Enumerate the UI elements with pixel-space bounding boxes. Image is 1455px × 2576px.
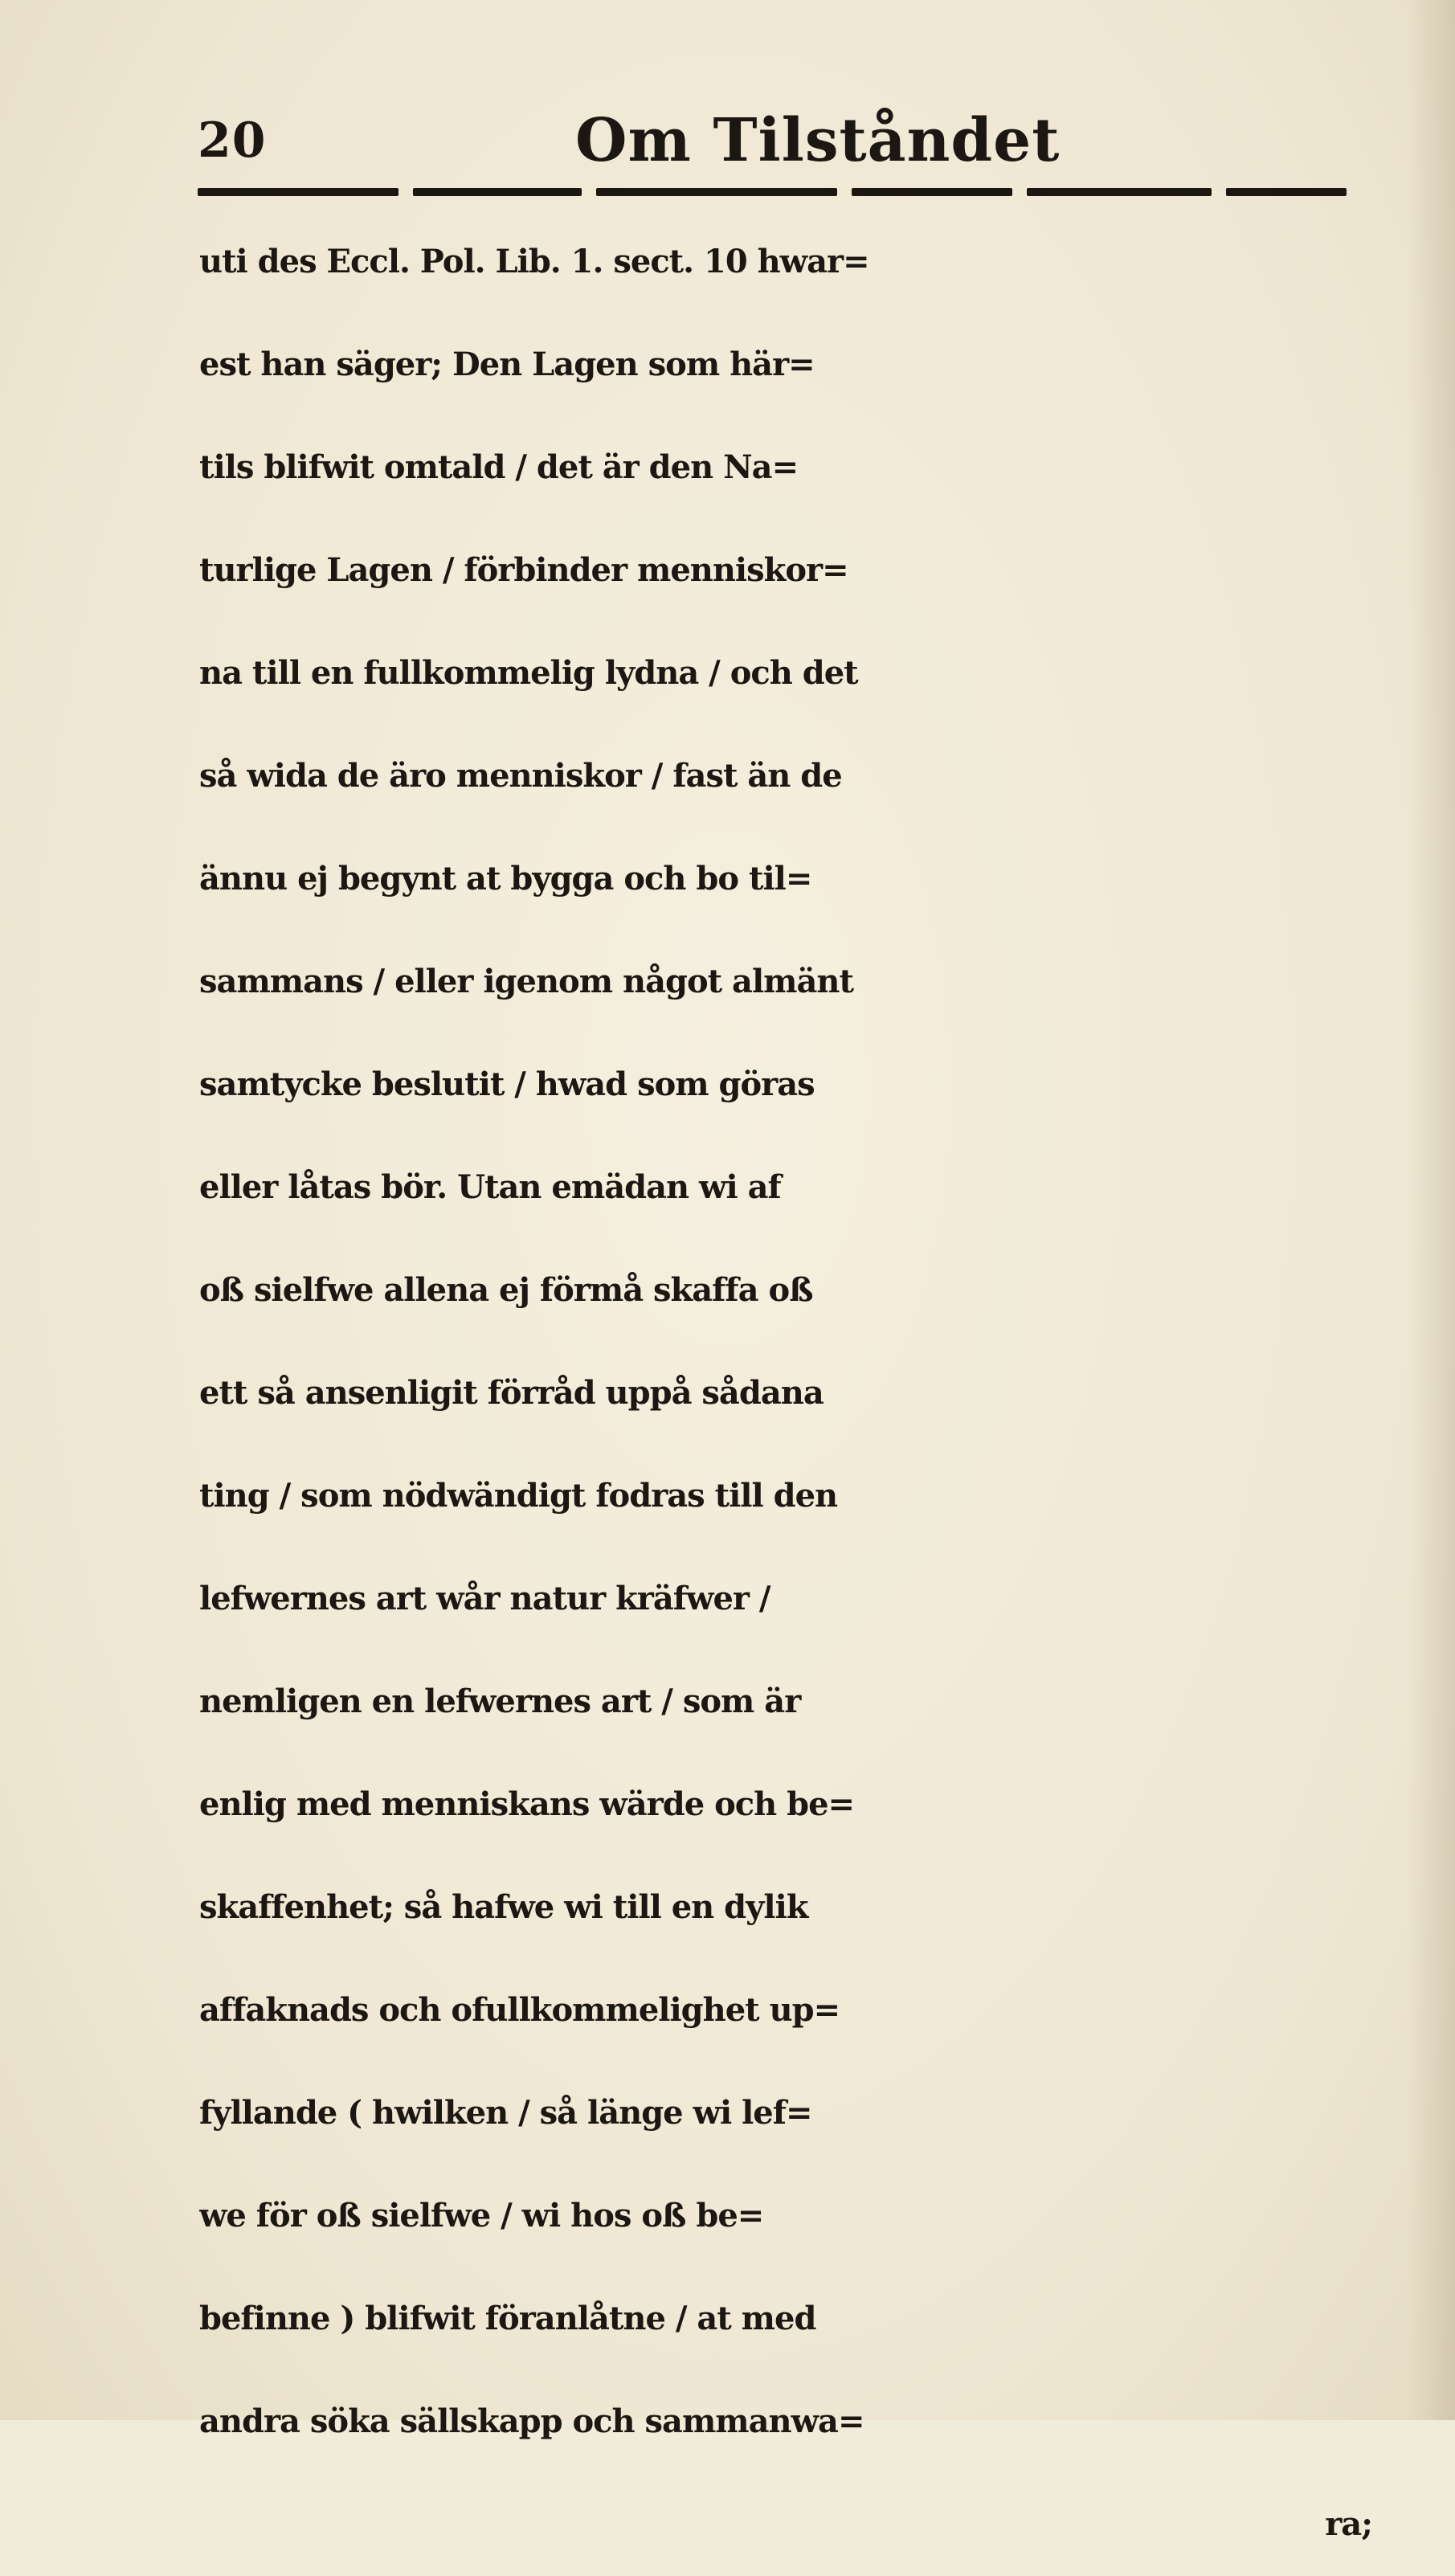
header-rule	[198, 186, 1379, 198]
rule-segment	[596, 188, 837, 196]
page-number: 20	[198, 112, 267, 169]
text-line: lefwernes art wår natur kräfwer /	[199, 1580, 770, 1617]
rule-segment	[1027, 188, 1212, 196]
text-line: eller låtas bör. Utan emädan wi af	[199, 1168, 781, 1206]
text-line: affaknads och ofullkommelighet up=	[199, 1991, 840, 2029]
body-text	[199, 211, 1380, 2576]
page-header	[198, 98, 1379, 186]
rule-segment	[1226, 188, 1347, 196]
text-line: uti des Eccl. Pol. Lib. 1. sect. 10 hwar=	[199, 243, 869, 280]
text-line: skaffenhet; så hafwe wi till en dylik	[199, 1888, 808, 1926]
text-line: ännu ej begynt at bygga och bo til=	[199, 860, 812, 898]
catchword-line: ra;	[1325, 2505, 1372, 2543]
text-line: tils blifwit omtald / det är den Na=	[199, 448, 799, 486]
text-line: fyllande ( hwilken / så länge wi lef=	[199, 2094, 812, 2132]
text-line: we för oß sielfwe / wi hos oß be=	[199, 2197, 764, 2235]
running-title: Om Tilståndet	[575, 106, 1061, 175]
rule-segment	[852, 188, 1012, 196]
text-line: ett så ansenligit förråd uppå sådana	[199, 1374, 824, 1412]
text-line: så wida de äro menniskor / fast än de	[199, 757, 842, 795]
text-line: turlige Lagen / förbinder menniskor=	[199, 551, 848, 589]
text-line: est han säger; Den Lagen som här=	[199, 346, 815, 383]
text-line: enlig med menniskans wärde och be=	[199, 1785, 855, 1823]
text-line: befinne ) blifwit föranlåtne / at med	[199, 2300, 816, 2337]
page-edge-shadow	[1407, 0, 1455, 2420]
rule-segment	[413, 188, 582, 196]
text-line: ting / som nödwändigt fodras till den	[199, 1477, 838, 1515]
text-line: nemligen en lefwernes art / som är	[199, 1683, 801, 1720]
text-line: sammans / eller igenom något almänt	[199, 963, 853, 1000]
text-line: na till en fullkommelig lydna / och det	[199, 654, 858, 692]
rule-segment	[198, 188, 398, 196]
text-line: samtycke beslutit / hwad som göras	[199, 1065, 815, 1103]
text-line: oß sielfwe allena ej förmå skaffa oß	[199, 1271, 813, 1309]
text-line: andra söka sällskapp och sammanwa=	[199, 2402, 864, 2440]
